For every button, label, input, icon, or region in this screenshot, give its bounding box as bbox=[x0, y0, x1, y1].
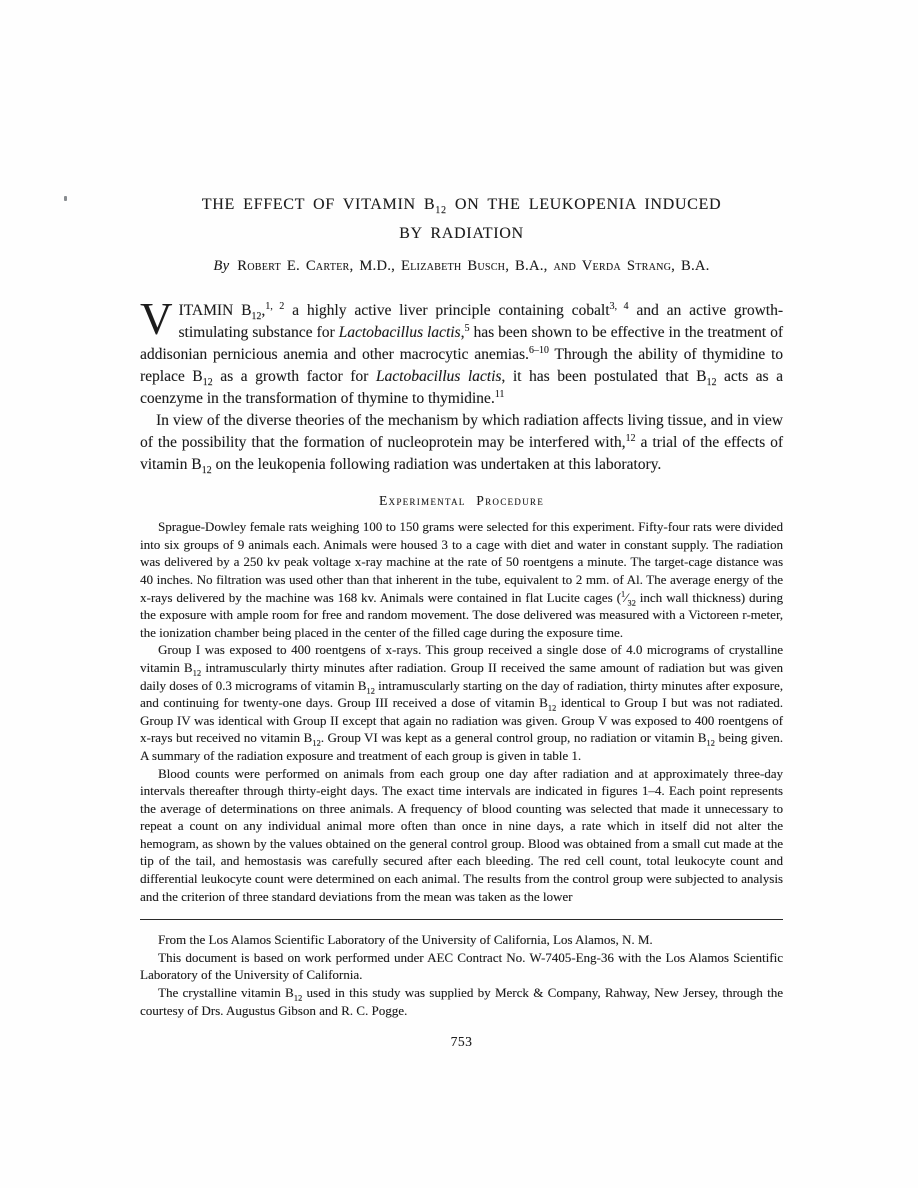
page-content bbox=[140, 193, 783, 1050]
article-title-line2: BY RADIATION bbox=[399, 225, 524, 243]
introduction bbox=[140, 294, 784, 477]
intro-paragraph-2: In view of the diverse theories of the mechanism by which radiation affects living tissue, and in view of the possibility that the formation of nucleoprotein may be interfered with,$^{12}$ a trial of the effects of vitamin $B_{12}$ on the leukopenia following radiation was undertaken at this laboratory. bbox=[140, 412, 783, 477]
procedure-section bbox=[140, 518, 783, 905]
byline-by: By bbox=[213, 258, 230, 275]
footnote-acknowledgment: The crystalline vitamin $B_{12}$ used in this study was supplied by Merck & Company, Rahway, New Jersey, through the courtesy of Drs. Augustus Gibson and R. C. Pogge. bbox=[140, 985, 783, 1018]
section-heading-experimental-procedure: Experimental Procedure bbox=[378, 493, 544, 509]
footnote-contract: This document is based on work performed under AEC Contract No. W-7405-Eng-36 with the Los Alamos Scientific Laboratory of the University of California. bbox=[140, 949, 783, 983]
article-title bbox=[140, 193, 783, 245]
procedure-paragraph-3: Blood counts were performed on animals from each group one day after radiation and at approximately three-day intervals thereafter through thirty-eight days. The exact time intervals are indicated in figures 1–4. Each point represents the average of determinations on three animals. A frequency of blood counting was selected that made it unnecessary to repeat a count on any individual animal more often than once in nine days, a rate which in itself did not alter the hemogram, as shown by the values obtained on the general control group. Blood was obtained from a small cut made at the tip of the tail, and hemostasis was carefully secured after each bleeding. The red cell count, total leukocyte count and differential leukocyte count were determined on each animal. The results from the control group were subjected to analysis and the criterion of three standard deviations from the mean was taken as the lower bbox=[140, 765, 783, 904]
footnote-affiliation: From the Los Alamos Scientific Laboratory of the University of California, Los Alamos, N. M. bbox=[158, 932, 653, 948]
intro-paragraph-1 bbox=[140, 294, 784, 410]
procedure-paragraph-2: Group I was exposed to 400 roentgens of x-rays. This group received a single dose of 4.0 micrograms of crystalline vitamin $B_{12}$ intramuscularly thirty minutes after radiation. Group II received the same amount of radiation but was given daily doses of 0.3 micrograms of vitamin $B_{12}$ intramuscularly starting on the day of radiation, thirty minutes after exposure, and continuing for twenty-one days. Group III received a dose of vitamin $B_{12}$ identical to Group I but was not radiated. Group IV was identical with Group II except that again no radiation was given. Group V was exposed to 400 roentgens of x-rays but received no vitamin $B_{12}$. Group VI was kept as a general control group, no radiation or vitamin $B_{12}$ being given. A summary of the radiation exposure and treatment of each group is given in table 1. bbox=[140, 642, 783, 763]
byline bbox=[140, 258, 783, 275]
article-title-line1: THE EFFECT OF VITAMIN $B_{12}$ ON THE LEUKOPENIA INDUCED bbox=[201, 196, 722, 217]
byline-authors: Robert E. Carter, M.D., Elizabeth Busch, B.A., and Verda Strang, B.A. bbox=[237, 258, 710, 275]
page-number: 753 bbox=[450, 1034, 473, 1050]
procedure-paragraph-1: Sprague-Dowley female rats weighing 100 to 150 grams were selected for this experiment. Fifty-four rats were divided into six groups of 9 animals each. Animals were housed 3 to a cage with diet and water in constant supply. The radiation was delivered by a 250 kv peak voltage x-ray machine at the rate of 50 roentgens a minute. The target-cage distance was 40 inches. No filtration was used other than that inherent in the tube, equivalent to 2 mm. of Al. The average energy of the x-rays delivered by the machine was 168 kv. Animals were contained in flat Lucite cages ($^1⁄_{32}$ inch wall thickness) during the exposure with ample room for free and random movement. The dose delivered was measured with a Victoreen r-meter, the ionization chamber being placed in the center of the filled cage during the exposure time. bbox=[140, 519, 783, 640]
scan-artifact-mark bbox=[64, 196, 67, 201]
footnotes bbox=[140, 931, 783, 1019]
footnote-divider bbox=[140, 919, 783, 920]
intro-paragraph-1-text: ITAMIN $B_{12},^{1, 2}$ a highly active liver principle containing cobalt$^{3, 4}$ and an active growth-stimulating substance for Lactobacillus lactis,$^5$ has been shown to be effective in the treatment of addisonian pernicious anemia and other macrocytic anemias.$^{6-10}$ Through the ability of thymidine to replace $B_{12}$ as a growth factor for Lactobacillus lactis, it has been postulated that $B_{12}$ acts as a coenzyme in the transformation of thymine to thymidine.$^{11}$ bbox=[140, 301, 784, 408]
drop-cap: V bbox=[140, 294, 173, 345]
